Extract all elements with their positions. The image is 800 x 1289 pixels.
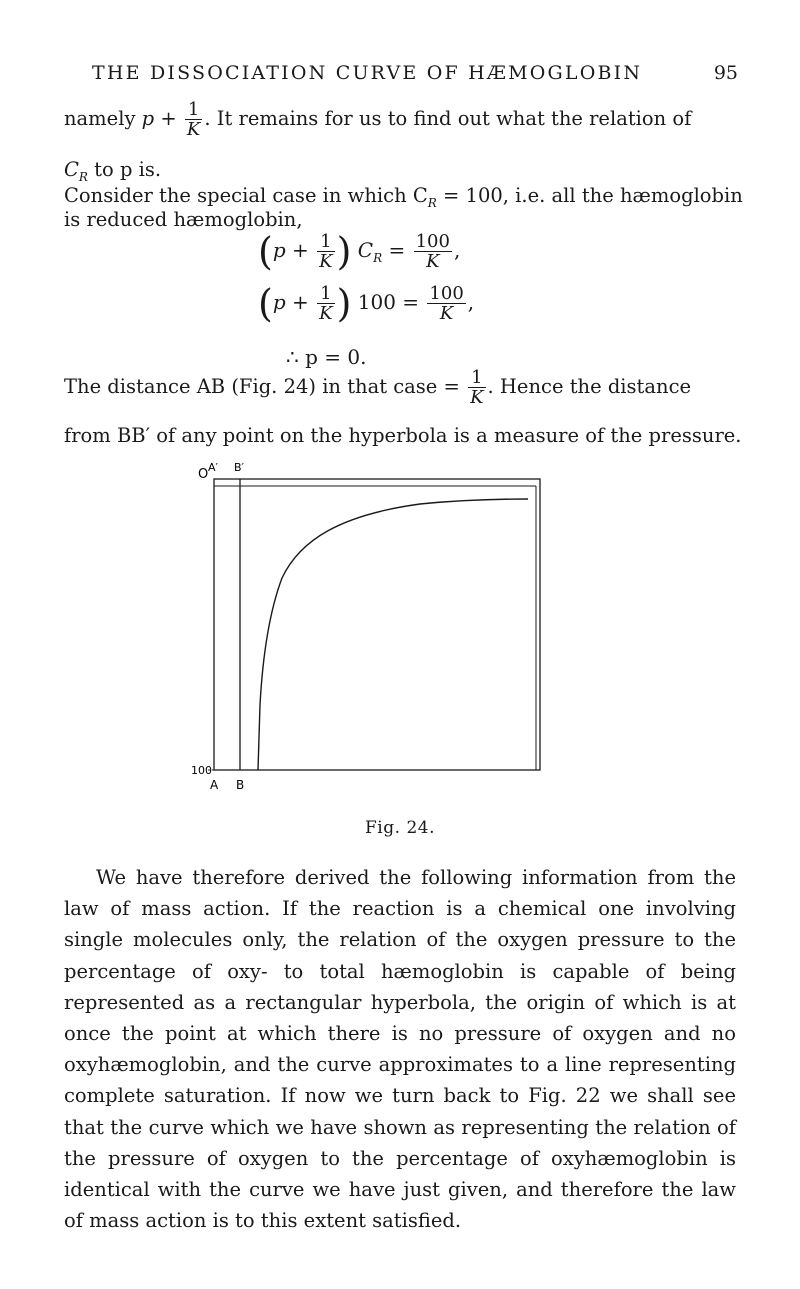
math-var: p bbox=[272, 238, 286, 262]
text-fragment: to p is. bbox=[87, 158, 162, 181]
equation-3: ∴ p = 0. bbox=[286, 345, 367, 369]
fraction-denominator: K bbox=[319, 251, 333, 272]
text-fragment: The distance AB (Fig. 24) in that case = bbox=[64, 375, 467, 398]
fraction-numerator: 1 bbox=[320, 231, 332, 252]
hyperbola-curve bbox=[258, 499, 528, 770]
math-var: p bbox=[272, 290, 286, 314]
text-fragment: . Hence the distance bbox=[487, 375, 692, 398]
running-title: THE DISSOCIATION CURVE OF HÆMOGLOBIN bbox=[92, 62, 643, 84]
fraction-denominator: K bbox=[470, 387, 484, 408]
text-line-4: is reduced hæmoglobin, bbox=[64, 208, 303, 231]
fraction-denominator: K bbox=[414, 251, 452, 271]
fraction-numerator: 1 bbox=[471, 367, 483, 388]
math-var: C bbox=[64, 158, 79, 181]
fraction-numerator: 100 bbox=[429, 283, 464, 304]
label-a: A bbox=[210, 778, 219, 792]
fraction-numerator: 1 bbox=[187, 99, 200, 120]
figure-caption: Fig. 24. bbox=[365, 818, 435, 838]
label-b: B bbox=[236, 778, 245, 792]
label-o: O bbox=[198, 467, 209, 482]
fraction-denominator: K bbox=[319, 303, 333, 324]
text-fragment: namely bbox=[64, 107, 142, 130]
label-100: 100 bbox=[191, 764, 212, 777]
equation-2: (p + $\frac{1}{K}$ ) 100 = $\frac{100}{K}$ , bbox=[258, 281, 475, 326]
fraction-numerator: 100 bbox=[415, 231, 450, 252]
fraction-denominator: K bbox=[427, 303, 465, 323]
fraction-numerator: 1 bbox=[320, 283, 332, 304]
math-var: p bbox=[141, 107, 155, 130]
fraction-denominator: K bbox=[186, 119, 201, 140]
figure-frame bbox=[214, 479, 540, 770]
equation-1: (p + $\frac{1}{K}$ ) $C_R$ = $\frac{100}{K}$ , bbox=[258, 229, 461, 274]
math-expression: 100 = bbox=[357, 290, 420, 314]
math-subscript: R bbox=[373, 251, 383, 265]
text-fragment: Consider the special case in which C bbox=[64, 184, 428, 207]
label-b-prime: B′ bbox=[234, 461, 245, 474]
label-a-prime: A′ bbox=[208, 461, 219, 474]
math-subscript: R bbox=[78, 169, 88, 184]
math-op: + bbox=[154, 107, 183, 130]
text-fragment: . It remains for us to find out what the relation of bbox=[204, 107, 692, 130]
body-paragraph: We have therefore derived the following information from the law of mass action. If the reaction is a chemical one involving single molecules only, the relation of the oxygen pressure to the percentage of oxy- to total hæmoglobin is capable of being represented as a rectangular hyperbola, the origin of which is at once the point at which there is no pressure of oxygen and no oxyhæmoglobin, and the curve approximates to a line representing complete saturation. If now we turn back to Fig. 22 we shall see that the curve which we have shown as representing the relation of the pressure of oxygen to the percentage of oxyhæmoglobin is identical with the curve we have just given, and therefore the law of mass action is to this extent satisfied. bbox=[64, 866, 736, 1233]
math-var: C bbox=[357, 238, 374, 262]
text-line-6: from BB′ of any point on the hyperbola is a measure of the pressure. bbox=[64, 424, 742, 447]
text-fragment: = 100, i.e. all the hæmoglobin bbox=[436, 184, 743, 207]
page-number: 95 bbox=[713, 62, 738, 84]
math-subscript: R bbox=[427, 195, 437, 210]
